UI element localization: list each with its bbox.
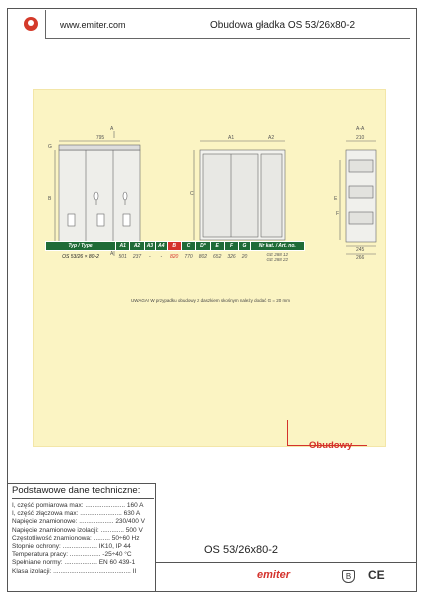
cell-a4: - <box>160 254 163 260</box>
section-view <box>340 141 376 254</box>
param-row: I, część złączowa max: ....................... 630 A <box>12 510 141 518</box>
model-title: OS 53/26x80-2 <box>204 544 278 556</box>
cell-b: 820 <box>170 254 179 260</box>
b-cert-icon: B <box>342 570 355 583</box>
brand-logo: emiter <box>257 569 291 581</box>
col-a3: A3 <box>144 242 155 251</box>
header-url[interactable]: www.emiter.com <box>60 20 126 30</box>
spec-header-row <box>46 242 305 251</box>
cell-g: 20 <box>241 254 248 260</box>
col-a1: A1 <box>116 242 130 251</box>
side-label-a2: A2 <box>268 135 275 141</box>
front-width-label: 795 <box>95 135 105 141</box>
category-label: Obudowy <box>309 440 353 451</box>
header-title: Obudowa gładka OS 53/26x80-2 <box>210 20 356 31</box>
front-section-top: A <box>110 126 114 132</box>
cell-a2: 237 <box>132 254 142 260</box>
footer-rule <box>156 562 417 563</box>
side-label-a1: A1 <box>228 135 235 141</box>
section-label-e: E <box>334 196 338 202</box>
section-top-dim: 210 <box>356 135 365 141</box>
category-underline <box>287 445 367 446</box>
col-type: Typ / Type <box>46 242 116 251</box>
section-label-f: F <box>336 211 340 217</box>
param-row: Stopnie ochrony: ................... IK10, IP 44 <box>12 543 131 551</box>
side-label-c: C <box>190 191 194 197</box>
section-width-1: 245 <box>356 247 365 253</box>
cell-a3: - <box>149 254 151 260</box>
spec-table <box>45 241 305 263</box>
front-view <box>55 131 140 256</box>
cell-a1: 501 <box>118 254 127 260</box>
ce-mark-icon: CE <box>368 568 385 582</box>
col-g: G <box>239 242 251 251</box>
side-view <box>194 141 285 240</box>
param-row: Napięcie znamionowe izolacji: ............. 500 V <box>12 526 143 534</box>
param-row: I, część pomiarowa max: ...................... 160 A <box>12 502 144 509</box>
front-label-b: B <box>48 196 52 202</box>
param-row: Napięcie znamionowe: ................... 230/400 V <box>12 518 145 526</box>
col-f: F <box>224 242 238 251</box>
cell-f: 326 <box>227 254 236 260</box>
col-e: E <box>210 242 224 251</box>
col-art-no: Nr kat. / Art. no. <box>250 242 304 251</box>
cell-c: 770 <box>184 254 193 260</box>
param-row: Spełniane normy: .................. EN 60 439-1 <box>12 559 136 567</box>
col-a4: A4 <box>156 242 167 251</box>
param-row: Klasa izolacji: ........................................... II <box>12 567 137 575</box>
col-a2: A2 <box>130 242 144 251</box>
front-label-g: G <box>48 144 52 150</box>
param-row: Temperatura pracy: ................. -25÷40 °C <box>12 551 132 559</box>
col-d: D* <box>196 242 210 251</box>
table-row <box>46 251 305 264</box>
cell-art-no: GE 288 12 GE 288 22 <box>266 252 289 262</box>
cell-d: 802 <box>198 254 208 260</box>
front-section-bottom: A <box>110 251 114 257</box>
section-label: A-A <box>356 126 365 132</box>
technical-params <box>12 485 154 576</box>
category-accent-line <box>287 420 288 445</box>
params-title: Podstawowe dane techniczne: <box>12 485 154 499</box>
col-c: C <box>181 242 195 251</box>
param-row: Częstotliwość znamionowa: ......... 50÷60 Hz <box>12 534 140 542</box>
design-note: UWAGA! W przypadku obudowy z daszkiem skośnym należy dodać G = 20 mm <box>130 298 291 303</box>
cell-e: 652 <box>213 254 222 260</box>
col-b: B <box>167 242 181 251</box>
section-width-2: 266 <box>356 255 365 261</box>
cell-type: OS 53/26 × 80-2 <box>62 254 99 260</box>
